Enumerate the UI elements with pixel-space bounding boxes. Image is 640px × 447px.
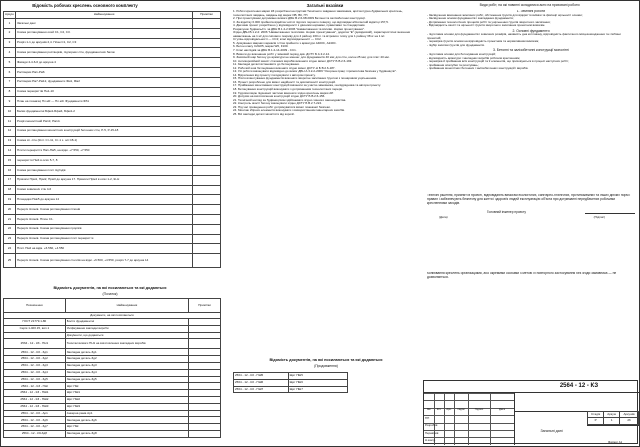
role-label: Перевірив (425, 430, 439, 435)
doc-title: Закладна деталь Зд8 (65, 430, 188, 437)
documents-list-table (3, 298, 221, 438)
doc-note (189, 410, 221, 417)
doc-code: Серія 1-400.15, вип.1 (4, 325, 66, 332)
sheet-note (193, 48, 221, 58)
work-item: - Засвідчення основи фундаментів і закладання фундаментів; (427, 16, 514, 21)
note-paragraph: 5. Армування зварних каркасів і сіток прийнято з арматури А400С, А240С. (233, 40, 337, 45)
doc-code: 2564 - 12 - КЗ-Зд8 (4, 430, 66, 437)
sheet-title: Схеми зовнішніх стін 4-6 (15, 185, 192, 195)
work-item: - Дотримання технологічних процесів робіт та ущільнення ґрунтів зворотного засипання; (427, 19, 551, 24)
note-paragraph: 9. Захисний шар бетону до арматури не менше: для фундаментів 40 мм; для стін, колон 25 мм; для плит 20 мм. (233, 55, 390, 60)
sheet-note (193, 165, 221, 175)
sheet-title: Плит. Пм2 на відм. +6.560, +4.550 (15, 244, 192, 254)
doc-title: Анкерна рама Ар1 (65, 410, 188, 417)
doc-code: 2564 - 12 - КЗ - ПШ1 (4, 390, 66, 397)
stage-table (587, 411, 639, 425)
note-paragraph: 7. Клас наслідків за ДБН В.1.2-14-2009 - CC1. (233, 48, 297, 53)
sheet-note (193, 97, 221, 107)
doc-code: 2564 - 12 - КЗ - ПШ (4, 383, 66, 390)
copyright-text: Копіювання креслень організаціями, або окремими особами з метою їх повторного застосування без згоди замовника — не дозволяється. (427, 272, 617, 279)
note-paragraph: 17. Приймання змонтованих конструкцій виконати за участю замовника, генпідрядника та автора проекту. (233, 83, 381, 88)
format-label: Формат А1 (608, 441, 623, 444)
doc-code: 2564 - 12 - КЗ - Зд6 (4, 417, 66, 424)
doc-note (189, 424, 221, 431)
sheet-number: 2 (4, 28, 16, 38)
table-row (4, 319, 221, 326)
table-row (234, 386, 348, 393)
sheet-title: План на позначці Пл.м0 — Пл.м0. Фундаменти Фб1 (15, 97, 192, 107)
stage-value: 26 (620, 418, 639, 425)
role-label: Розробив (425, 423, 438, 428)
signature-label: (Підпис) (593, 214, 605, 219)
note-paragraph: 2. При проектуванні дотримано вимоги ДБН В.2.6-98:2009 Бетонні та залізобетонні конструкції. (233, 16, 366, 21)
table-row (4, 136, 221, 146)
doc-title: Технічні вимоги ПН1 на виготовлення закладних виробів (65, 339, 188, 349)
sheet-number: 18 (4, 185, 16, 195)
note-paragraph: 22. Контроль якості бетону виконувати згідно ДСТУ Б В.2.7-224. (233, 101, 322, 106)
note-paragraph: 1. Робочі креслення марки КЗ розроблені на підставі Технічного завдання замовника, архітектурно-будівельних креслень, технологічних завдань, завдань від марок ОВ, ВК, ГП. (233, 10, 403, 17)
sheet-note (193, 136, 221, 146)
table-row (4, 339, 221, 349)
doc-note (189, 383, 221, 390)
table-row (4, 332, 221, 339)
sheet-title: Схема розташування осей С1, С2, С3. (15, 28, 192, 38)
sheet-note (193, 146, 221, 156)
note-paragraph: 8. Вимоги до виконання робіт у зимовий період див. ДСТУ Б А.3.2-12. (233, 51, 330, 56)
sheet-number: 10 (4, 107, 16, 117)
doc-title: Закладна деталь Зд3 (65, 362, 188, 369)
doc-title: Закладна деталь Зд5 (65, 376, 188, 383)
sheet-title: Балки фундаментні Бфм1-Бфм4, Бфм1-2 (15, 107, 192, 117)
table-row (4, 369, 221, 376)
sheet-note (193, 126, 221, 136)
table-row (4, 97, 221, 107)
table-row (4, 244, 221, 254)
table-row (234, 373, 348, 380)
table-row (4, 19, 221, 29)
note-paragraph: 25. Всі закладні деталі захистити від корозії. (233, 111, 295, 116)
work-item: - приймання опалубки та риштувань; (427, 62, 479, 67)
sheet-title: Переріз пілонів. Схема розташування пілонів (15, 205, 192, 215)
column-header: Примітки (193, 12, 221, 19)
note-paragraph: 20. Допуски на виготовлення конструкцій згідно ДСТУ Б В.2.6-156. (233, 94, 326, 99)
sheet-number: 19 (4, 195, 16, 205)
drawings-list-table (3, 11, 221, 268)
doc-code (4, 332, 66, 339)
sheet-title: Переріз пілонів. Схема розташування плит перекриття (15, 234, 192, 244)
doc-note (189, 362, 221, 369)
certification-block (427, 194, 635, 264)
table-row (4, 107, 221, 117)
doc-code: 2564 - 12 - КЗ - ПШ7 (234, 386, 289, 393)
sheet-number: 4 (4, 48, 16, 58)
column-header: №док (457, 408, 465, 411)
table-row (4, 424, 221, 431)
note-paragraph: 16. Проект розроблено для вимог надійності та довговічності конструкцій. (233, 79, 336, 84)
note-paragraph: 21. Технічний нагляд за будівництвом здійснювати згідно чинного законодавства. (233, 97, 347, 102)
sheet-number: 9 (4, 97, 16, 107)
note-paragraph: 15. Після влаштування фундаментів виконати зворотне засипання ґрунтом з пошаровим ущільненням. (233, 76, 377, 81)
sheet-note (193, 214, 221, 224)
sheet-note (193, 224, 221, 234)
doc-note (189, 332, 221, 339)
sheet-note (193, 185, 221, 195)
sheet-note (193, 195, 221, 205)
sheet-title: Схема перекриттів Пн1-10 (15, 87, 192, 97)
sheet-number: 1 (4, 19, 16, 29)
table-row (4, 254, 221, 268)
table-row (4, 77, 221, 87)
doc-title: Закладна деталь Зд1 (65, 349, 188, 356)
sheet-note (193, 244, 221, 254)
sheet-note (193, 254, 221, 268)
doc-code: 2564 - 12 - КЗ - Ар1 (4, 410, 66, 417)
note-paragraph: 19. Гідроізоляцію підземної частини виконати згідно креслень марки АР. (233, 90, 334, 95)
table-row (4, 356, 221, 363)
column-header: Підпис (474, 408, 484, 411)
sheet-note (193, 156, 221, 166)
sheet-number: 25 (4, 254, 16, 268)
sheet-number: 6 (4, 67, 16, 77)
table-row (4, 383, 221, 390)
note-paragraph: 11. Закладні деталі встановити до бетонування. (233, 62, 300, 67)
sheet-number: 5 (4, 58, 16, 68)
doc-note (189, 430, 221, 437)
sheet-note (193, 87, 221, 97)
date-label: (Дата) (439, 214, 448, 219)
sheet-number: 20 (4, 205, 16, 215)
doc-title: Закладна деталь Зд2 (65, 356, 188, 363)
doc-code: 2564 - 12 - КЗ - Зд3 (4, 362, 66, 369)
work-item: - підбір засипки ґрунтів для фундаментів. (427, 42, 485, 47)
doc-title: Закладна деталь Зд4 (65, 369, 188, 376)
table-row (4, 410, 221, 417)
doc-title: Документи, що додаються (65, 332, 188, 339)
column-header: Найменування (65, 299, 188, 313)
section-header: Документи, на які посилаються (4, 313, 221, 319)
note-paragraph: 12. Робочий шов бетонування виконати згідно вимог ДСТУ-Н Б В.2.6-187. (233, 65, 336, 70)
doc-title: Уніфікування закладні вироби (65, 325, 188, 332)
doc-code: 2564 - 12 - КЗ - Зд1 (4, 349, 66, 356)
table-row (4, 349, 221, 356)
sheet-number: 12 (4, 126, 16, 136)
doc-title: Щит ПШ (65, 383, 188, 390)
table-row (4, 175, 221, 185)
column-header: Арк. (446, 408, 452, 411)
note-paragraph: 4. Діючими проект розроблено у відповідності з діючими нормами, правилами та стандартами. (233, 23, 366, 28)
sheet-title: Схема розташування ростверків, підпорних стін, фундаментних балок (15, 48, 192, 58)
table-row (4, 214, 221, 224)
doc-title: Щит ПШ5 (288, 373, 347, 380)
work-item: - Засвідчення виконання земляних робіт, обстеження ґрунтів для відкриття виїмки та фіксації щільності основи; (427, 12, 583, 17)
general-notes-text (233, 10, 419, 330)
sheet-title: Фасади 4-4-6-6 до аркуша 4 (15, 58, 192, 68)
table-row (4, 185, 221, 195)
work-item: - відповідність арматури і закладних виробів робочим кресленням; (427, 55, 521, 60)
sheet-note (193, 19, 221, 29)
table-row (4, 396, 221, 403)
table-row (4, 28, 221, 38)
doc-title: Щит ПШ1 (65, 390, 188, 397)
doc-note (189, 349, 221, 356)
column-header: Кіл. (436, 408, 442, 411)
title-block (423, 380, 638, 444)
table-row (4, 376, 221, 383)
sheet-number: 22 (4, 224, 16, 234)
doc-title: Щит ПШ (65, 424, 188, 431)
note-paragraph: 23. Під час проведення робіт дотримуватися вимог пожежної безпеки. (233, 104, 331, 109)
sheet-title: перекриття Пм4 в осях 5-7, 8 (15, 156, 192, 166)
table-row (4, 146, 221, 156)
doc-note (189, 319, 221, 326)
table-row (4, 430, 221, 437)
doc-note (189, 356, 221, 363)
doc-note (189, 396, 221, 403)
role-label: Н.контр. (425, 438, 436, 443)
doc-code: 2564 - 12 - КЗ - Зд2 (4, 356, 66, 363)
sheet-title: Прикопи Прм1, Прм2, Прм3 до аркуша 17. Прикопи Прм4 в осях 1-2, Ж-Н (15, 175, 192, 185)
doc-title: Щит ПШ2 (65, 396, 188, 403)
table-row (4, 126, 221, 136)
center-bottom-subtitle: (Продовження) (314, 364, 338, 368)
doc-title: Щит ПШ3 (65, 403, 188, 410)
sheet-title: Площадки Пмк5 до аркуша 14 (15, 195, 192, 205)
sheet-title: Схема сп. стін (Кілт. Ст-11, Ст-1 з. осі С8-1) (15, 136, 192, 146)
note-paragraph: 6. Бетон класу С20/25, марки W6, F100. (233, 44, 289, 49)
note-paragraph: 24. Монтаж збірних елементів виконувати з використанням інвентарних засобів. (233, 108, 345, 113)
column-header: Примітки (189, 299, 221, 313)
document-code: 2564 - 12 - КЗ (559, 383, 599, 389)
column-header: Позначення (4, 299, 66, 313)
stage-value: Р (588, 418, 604, 425)
table-row (4, 417, 221, 424)
section-3-title: 3. Бетонні та залізобетонні конструкції монолітні (493, 48, 569, 53)
sheet-title: Схема розташування монолітних конструкцій бетонних стін, Р-5, Р-15-18 (15, 126, 192, 136)
column-header: Найменування (15, 12, 192, 19)
sheet-note (193, 116, 221, 126)
note-paragraph: 3. За відмітку 0.000 прийнята відмітка чистої підлоги першого поверху, що відповідає абсолютній відмітці 157,5. (233, 19, 389, 24)
sheet-note (193, 205, 221, 215)
general-notes-title: Загальні вказівки (306, 3, 344, 8)
sheet-note (193, 58, 221, 68)
doc-note (189, 376, 221, 383)
sheet-note (193, 234, 221, 244)
sheet-number: 16 (4, 165, 16, 175)
section-1-title: 1. Земляні роботи (516, 10, 546, 13)
sheet-number: 15 (4, 156, 16, 166)
column-header: Аркуш (4, 12, 16, 19)
left-bottom-title: Відомість документів, на які посилаються та які додаються (53, 286, 167, 290)
table-row (4, 38, 221, 48)
sheet-title: Переріз пілонів. Пілон С1. (15, 214, 192, 224)
sheet-number: 3 (4, 38, 16, 48)
note-paragraph: Згідно ДБН В.1.2-2: 2006 "Навантаження та впливи. Норми проектування", додаток "Е" (довідковий), характеристичні значення навантажень на 1 м² для снігового покриву для 4 району 160 кг. та вітрового тиску для 1 району 38 кг на 1 м². (233, 30, 410, 38)
doc-note (189, 417, 221, 424)
doc-code: 2564 - 12 - КЗ - Зд4 (4, 369, 66, 376)
work-item: - перевірка ґрунтів основи на відповідність проектним та нормативним вимогам; (427, 39, 539, 44)
sheet-title: Ростверки Рм7-Рм12, фундаменти Фм1, Фм2 (15, 77, 192, 87)
doc-note (189, 325, 221, 332)
doc-code: 2564 - 12 - КЗ - ПШ5 (234, 373, 289, 380)
sheet-title: Ростверки Рм1-Рм6 (15, 67, 192, 77)
table-row (4, 116, 221, 126)
table-row (4, 205, 221, 215)
doc-note (189, 403, 221, 410)
sheet-title: Розріз 1-1 до аркушів 2,4. План С1, С2, С3 (15, 38, 192, 48)
table-row (4, 165, 221, 175)
doc-code: 2564 - 12 - КЗ - ПШ3 (4, 403, 66, 410)
doc-code: 2564 - 12 - КЗ - ПШ6 (234, 379, 289, 386)
stage-value: 1 (604, 418, 620, 425)
note-paragraph: 10. Антикорозійний захист сталевих виробів виконати згідно вимог ДСТУ Б В.2.6-193. (233, 58, 353, 63)
doc-title: Закладна деталь Зд6 (65, 417, 188, 424)
note-paragraph: Розрахунок будівель/сп. за ДБН В.1.2-2:2006 "Навантаження та впливи. Норми проектування". (233, 26, 365, 31)
table-row (4, 87, 221, 97)
sheet-title: Переріз пілонів. Схема розташування стеллів на відм. +6.500, +4.550, розріз 7-7 до аркуша 14 (15, 254, 192, 268)
sheet-title: Переріз пілонів. Схема розташування прорізів (15, 224, 192, 234)
sheet-name: Загальні дані (540, 429, 563, 433)
left-bottom-subtitle: (Початок) (102, 292, 118, 296)
role-label: ГІП (425, 416, 430, 420)
chief-engineer-label: Головний інженер проекту (487, 209, 526, 214)
doc-code: 2564 - 12 - КЗ - ПШ2 (4, 396, 66, 403)
sheet-note (193, 77, 221, 87)
doc-code: ГОСТ 21779.1-80 (4, 319, 66, 326)
sheet-number: 14 (4, 146, 16, 156)
sheet-number: 21 (4, 214, 16, 224)
doc-note (189, 369, 221, 376)
table-row (4, 48, 221, 58)
table-row (4, 403, 221, 410)
note-paragraph: 18. Бетонування конструкцій виконувати з дотриманням технологічних перерв. (233, 87, 343, 92)
sheet-number: 8 (4, 87, 16, 97)
section-2-title: 2. Основні фундаменти (512, 28, 550, 33)
sheet-title: Загальні дані (15, 19, 192, 29)
documents-continued-table (233, 372, 348, 393)
column-header: Зм. (426, 408, 432, 411)
doc-code: 2564 - 12 - КЗ - Зд7 (4, 424, 66, 431)
doc-title: Щит ПШ7 (288, 386, 347, 393)
stage-header: Аркушів (620, 412, 639, 418)
table-row (4, 67, 221, 77)
note-paragraph: 13. Усі роботи виконувати відповідно до вимог ДБН А.3.2-2-2009 "Охорона праці і промислова безпека у будівництві". (233, 69, 397, 74)
sheet-number: 11 (4, 116, 16, 126)
table-row (4, 156, 221, 166)
doc-title: Болти фундаментні (65, 319, 188, 326)
sheet-title: Плити перекриття Пм1-Пм5, на відм. +7.550, +7.550 (15, 146, 192, 156)
doc-note (189, 339, 221, 349)
sheet-note (193, 67, 221, 77)
table-row (4, 224, 221, 234)
sheet-note (193, 107, 221, 117)
sheet-title: Схема розташування плит під'їздів (15, 165, 192, 175)
stage-header: Аркуш (604, 412, 620, 418)
copyright-note (427, 272, 635, 286)
left-table-title: Відомість робочих креслень основного комплекту (32, 3, 138, 8)
doc-code: 2564 - 12 - КЗ - ПН1 (4, 339, 66, 349)
sheet-note (193, 175, 221, 185)
sheet-number: 24 (4, 244, 16, 254)
sheet-title: Розріз монолітний Рм13, Рм14. (15, 116, 192, 126)
doc-title: Щит ПШ6 (288, 379, 347, 386)
table-row (4, 58, 221, 68)
table-row (4, 195, 221, 205)
sheet-note (193, 28, 221, 38)
stage-header: Стадія (588, 412, 604, 418)
work-item: - Відповідність якості та щільності ґрунтів зворотного засипання проектним вимогам. (427, 23, 546, 28)
table-row (4, 325, 221, 332)
table-row (4, 362, 221, 369)
right-notes-title: Види робіт, на які повинні складатися акти на приховані роботи: (479, 3, 581, 7)
note-paragraph: Ступінь відповідальності — CC2; клас відповідальності — CC2. (233, 37, 322, 42)
column-header: Дата (499, 408, 505, 411)
table-row (4, 234, 221, 244)
sheet-number: 23 (4, 234, 16, 244)
table-row (234, 379, 348, 386)
sheet-number: 7 (4, 77, 16, 87)
center-bottom-title: Відомість документів, на які посилаються та які додаються (269, 358, 383, 362)
note-paragraph: 14. Відхилення від проекту погоджувати з автором проекту. (233, 72, 316, 77)
certification-text: Технічні рішення, прийняті в проекті, відповідають вимогам екологічних, санітарно-гігієнічних, протипожежних та інших діючих норм і правил і забезпечують безпечну для життя і здоров'я людей експлуатацію об'єкта при дотриманні передбачених робочими кресленнями заходів. (427, 194, 631, 205)
work-item: - підготовка основи для фундаментів і зовнішніх розмірів, наявність дна котловану, відповідність фактичного місцезнаходження та глибини проектній; (427, 32, 621, 40)
work-item: - перевірка й приймання всіх конструкцій та її елементів, що приховуються в процесі наступних робіт; (427, 59, 569, 64)
sheet-note (193, 38, 221, 48)
table-row (4, 390, 221, 397)
sheet-number: 13 (4, 136, 16, 146)
doc-code: 2564 - 12 - КЗ - Зд5 (4, 376, 66, 383)
doc-note (189, 390, 221, 397)
work-item: - приймання монолітних бетонних і залізобетонних конструкцій і виробів. (427, 66, 529, 71)
sheet-number: 17 (4, 175, 16, 185)
work-item: - підготовка основи для бетонування конструкцій; (427, 52, 496, 57)
